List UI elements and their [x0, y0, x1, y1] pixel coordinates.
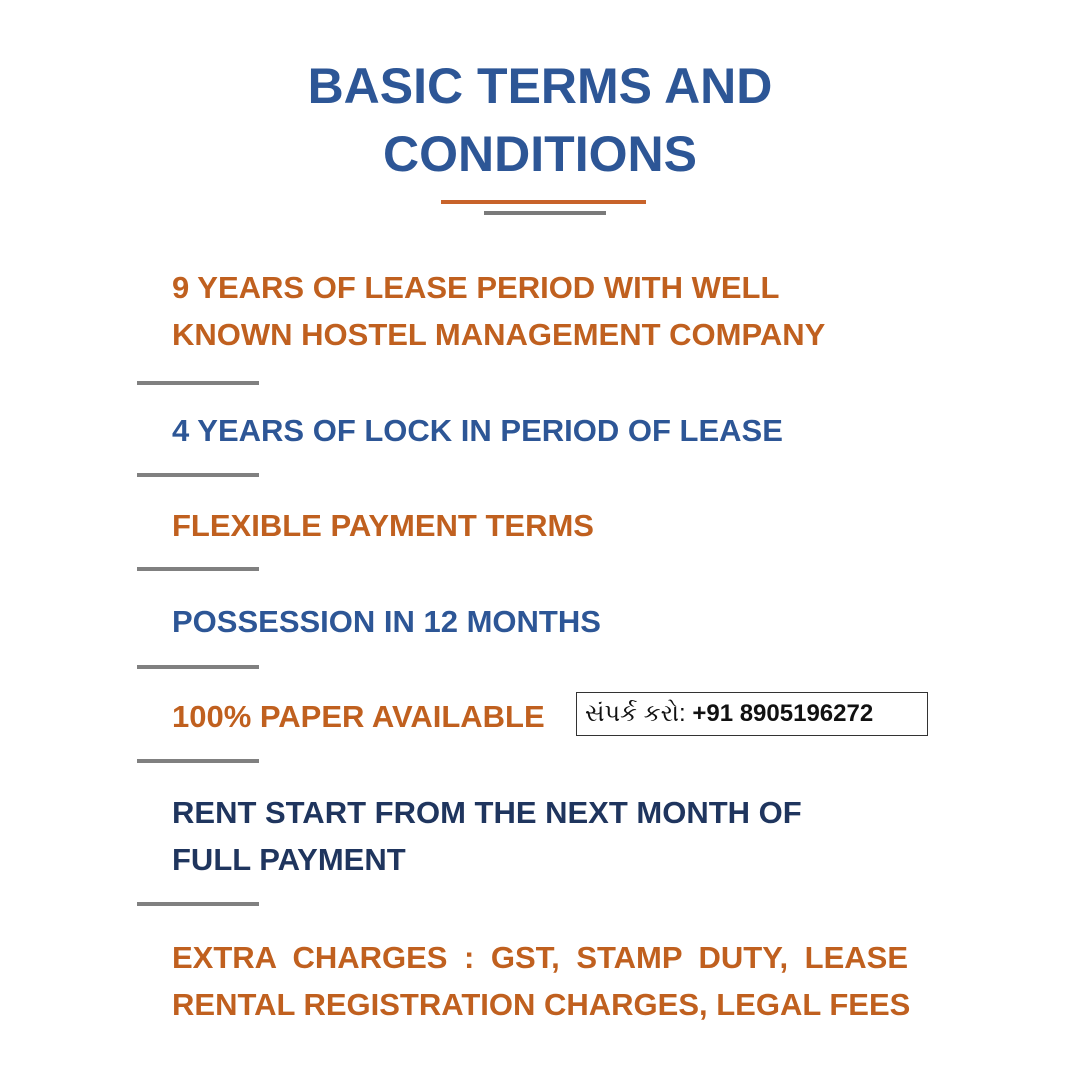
- contact-label: સંપર્ક કરો:: [585, 700, 686, 727]
- term-possession: [172, 598, 932, 645]
- term-extra-charges-line-1: EXTRA CHARGES : GST, STAMP DUTY, LEASE: [172, 940, 908, 975]
- divider: [137, 473, 259, 477]
- term-extra-charges-line-2: RENTAL REGISTRATION CHARGES, LEGAL FEES: [172, 987, 911, 1022]
- term-lease-period: [172, 264, 932, 358]
- contact-box[interactable]: [576, 692, 928, 736]
- term-rent-start-line-2: FULL PAYMENT: [172, 842, 406, 877]
- term-extra-charges: [172, 934, 932, 1028]
- divider: [137, 381, 259, 385]
- divider: [137, 665, 259, 669]
- term-rent-start: [172, 789, 932, 883]
- term-rent-start-line-1: RENT START FROM THE NEXT MONTH OF: [172, 795, 802, 830]
- contact-phone[interactable]: +91 8905196272: [692, 700, 874, 727]
- term-lease-period-line-2: KNOWN HOSTEL MANAGEMENT COMPANY: [172, 317, 826, 352]
- term-lock-in: [172, 407, 932, 454]
- title-underline-accent: [441, 200, 646, 204]
- term-lease-period-line-1: 9 YEARS OF LEASE PERIOD WITH WELL: [172, 270, 780, 305]
- term-paper-text: 100% PAPER AVAILABLE: [172, 699, 545, 734]
- term-payment-text: FLEXIBLE PAYMENT TERMS: [172, 508, 594, 543]
- divider: [137, 567, 259, 571]
- title-underline-secondary: [484, 211, 606, 215]
- title-line-1: BASIC TERMS AND: [307, 58, 773, 114]
- page-title: [0, 52, 1080, 188]
- term-payment: [172, 502, 932, 549]
- divider: [137, 902, 259, 906]
- term-lock-in-text: 4 YEARS OF LOCK IN PERIOD OF LEASE: [172, 413, 783, 448]
- title-line-2: CONDITIONS: [383, 126, 697, 182]
- divider: [137, 759, 259, 763]
- term-possession-text: POSSESSION IN 12 MONTHS: [172, 604, 601, 639]
